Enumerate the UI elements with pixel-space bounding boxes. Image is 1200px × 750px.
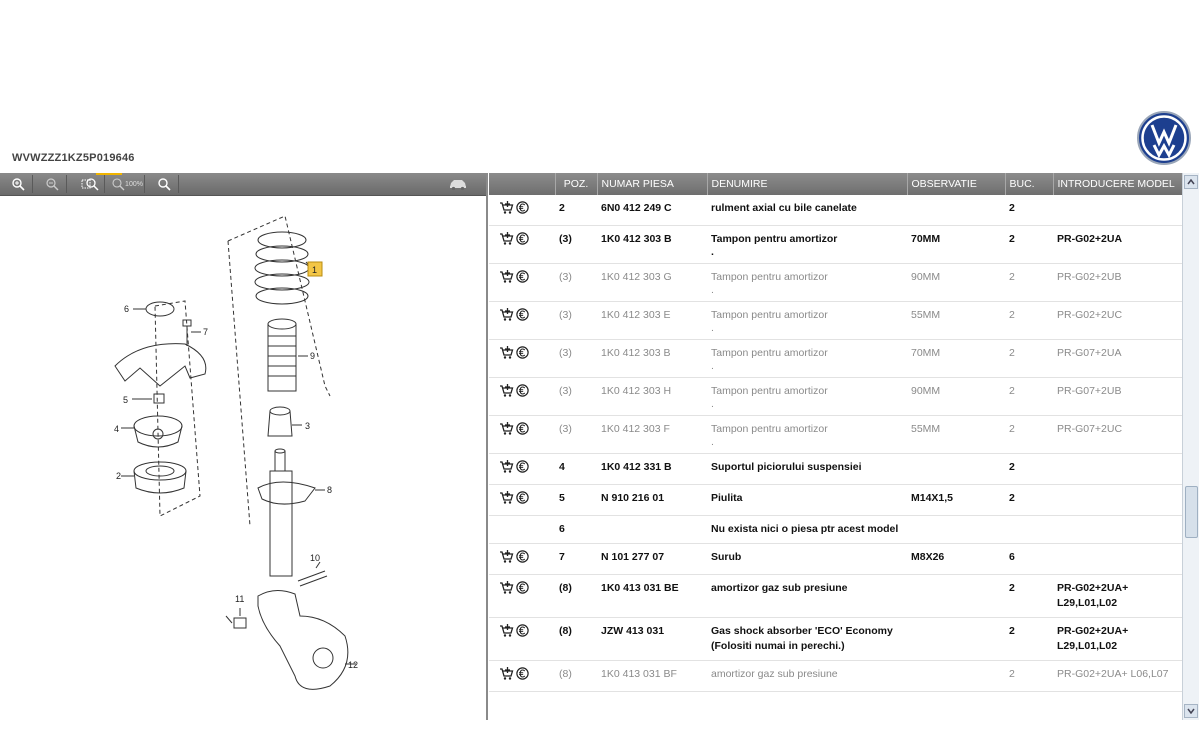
cell-model	[1053, 485, 1182, 516]
cart-cell	[489, 264, 555, 302]
cell-observation	[907, 575, 1005, 618]
cell-description: Suportul piciorului suspensiei	[707, 454, 907, 485]
row-dot: .	[711, 284, 714, 296]
cell-part-number: 1K0 412 331 B	[597, 454, 707, 485]
callout-1[interactable]: 1	[312, 265, 318, 275]
cell-model: PR-G07+2UA	[1053, 340, 1182, 378]
table-row[interactable]	[489, 302, 1182, 340]
table-scrollbar[interactable]	[1182, 173, 1199, 720]
row-dot: .	[711, 322, 714, 334]
cell-model: PR-G07+2UB	[1053, 378, 1182, 416]
table-row[interactable]	[489, 226, 1182, 264]
cart-cell	[489, 416, 555, 454]
cart-cell	[489, 378, 555, 416]
cell-model	[1053, 516, 1182, 544]
cell-quantity	[1005, 516, 1053, 544]
callout-9[interactable]: 9	[310, 351, 316, 361]
add-to-cart-icon[interactable]	[499, 460, 514, 473]
cell-observation	[907, 195, 1005, 226]
cell-observation: 55MM	[907, 302, 1005, 340]
callout-12[interactable]: 12	[348, 660, 359, 670]
cart-cell	[489, 485, 555, 516]
search-icon[interactable]	[150, 175, 179, 193]
add-to-cart-icon[interactable]	[499, 384, 514, 397]
cell-quantity: 2	[1005, 340, 1053, 378]
cell-quantity: 2	[1005, 378, 1053, 416]
callout-5[interactable]: 5	[123, 395, 129, 405]
callout-8[interactable]: 8	[327, 485, 333, 495]
cell-observation: M14X1,5	[907, 485, 1005, 516]
price-euro-icon[interactable]	[516, 346, 529, 359]
cell-part-number: JZW 413 031	[597, 618, 707, 661]
cell-part-number: 1K0 412 303 F	[597, 416, 707, 454]
price-euro-icon[interactable]	[516, 491, 529, 504]
table-row[interactable]	[489, 264, 1182, 302]
col-observatie-header[interactable]: OBSERVATIE	[907, 173, 1005, 195]
cell-quantity: 2	[1005, 661, 1053, 692]
table-row[interactable]	[489, 661, 1182, 692]
cell-model: PR-G02+2UC	[1053, 302, 1182, 340]
row-dot: .	[711, 246, 714, 258]
cell-quantity: 2	[1005, 485, 1053, 516]
table-row[interactable]	[489, 575, 1182, 618]
zoom-100-icon[interactable]	[110, 175, 145, 193]
cell-poz: (3)	[555, 378, 597, 416]
add-to-cart-icon[interactable]	[499, 422, 514, 435]
table-row[interactable]	[489, 378, 1182, 416]
cell-description: Tampon pentru amortizor .	[707, 340, 907, 378]
add-to-cart-icon[interactable]	[499, 581, 514, 594]
cell-part-number: 1K0 412 303 H	[597, 378, 707, 416]
cell-model: PR-G02+2UB	[1053, 264, 1182, 302]
col-cart-header	[489, 173, 555, 195]
cell-observation	[907, 618, 1005, 661]
zoom-level-label: 100%	[125, 180, 143, 188]
cell-description: Tampon pentru amortizor .	[707, 302, 907, 340]
scroll-thumb[interactable]	[1185, 486, 1198, 538]
col-introducere-header[interactable]: INTRODUCERE MODEL	[1053, 173, 1182, 195]
table-row[interactable]	[489, 485, 1182, 516]
cart-cell	[489, 544, 555, 575]
table-row[interactable]	[489, 618, 1182, 661]
cell-model	[1053, 544, 1182, 575]
cell-poz: (3)	[555, 226, 597, 264]
cell-description: amortizor gaz sub presiune	[707, 575, 907, 618]
cell-poz: (3)	[555, 302, 597, 340]
cell-description: Nu exista nici o piesa ptr acest model	[707, 516, 907, 544]
cell-quantity: 2	[1005, 416, 1053, 454]
cell-part-number: 1K0 412 303 G	[597, 264, 707, 302]
add-to-cart-icon[interactable]	[499, 624, 514, 637]
table-row[interactable]	[489, 340, 1182, 378]
cell-description: Tampon pentru amortizor .	[707, 226, 907, 264]
pane-splitter[interactable]	[486, 173, 488, 720]
add-to-cart-icon[interactable]	[499, 667, 514, 680]
cell-poz: (3)	[555, 416, 597, 454]
cell-poz: 6	[555, 516, 597, 544]
vin-label: WVWZZZ1KZ5P019646	[12, 152, 135, 164]
zoom-out-icon[interactable]	[38, 175, 67, 193]
cart-cell	[489, 195, 555, 226]
row-dot: .	[711, 398, 714, 410]
cell-part-number: 6N0 412 249 C	[597, 195, 707, 226]
cell-poz: (3)	[555, 264, 597, 302]
cell-model: PR-G02+2UA+ L06,L07	[1053, 661, 1182, 692]
cell-poz: 5	[555, 485, 597, 516]
cell-description: rulment axial cu bile canelate	[707, 195, 907, 226]
cart-cell	[489, 661, 555, 692]
cell-observation: 90MM	[907, 264, 1005, 302]
price-euro-icon[interactable]	[516, 460, 529, 473]
cart-cell	[489, 454, 555, 485]
cell-poz: 7	[555, 544, 597, 575]
cell-observation	[907, 454, 1005, 485]
diagram-toolbar	[0, 173, 486, 196]
cart-cell	[489, 618, 555, 661]
cell-description: Piulita	[707, 485, 907, 516]
callout-2[interactable]: 2	[116, 471, 122, 481]
cell-part-number: N 101 277 07	[597, 544, 707, 575]
col-buc-header[interactable]: BUC.	[1005, 173, 1053, 195]
col-numar-header[interactable]: NUMAR PIESA	[597, 173, 707, 195]
callout-10[interactable]: 10	[310, 553, 321, 563]
cell-observation: 70MM	[907, 226, 1005, 264]
cell-observation	[907, 516, 1005, 544]
row-dot: .	[711, 360, 714, 372]
cell-model: PR-G02+2UA	[1053, 226, 1182, 264]
price-euro-icon[interactable]	[516, 308, 529, 321]
cell-poz: (8)	[555, 618, 597, 661]
price-euro-icon[interactable]	[516, 624, 529, 637]
cell-quantity: 2	[1005, 302, 1053, 340]
price-euro-icon[interactable]	[516, 201, 529, 214]
add-to-cart-icon[interactable]	[499, 308, 514, 321]
cell-poz: 4	[555, 454, 597, 485]
cart-cell	[489, 340, 555, 378]
callout-7[interactable]: 7	[203, 327, 209, 337]
cart-cell	[489, 302, 555, 340]
cell-part-number	[597, 516, 707, 544]
callout-6[interactable]: 6	[124, 304, 130, 314]
callout-3[interactable]: 3	[305, 421, 311, 431]
col-denumire-header[interactable]: DENUMIRE	[707, 173, 907, 195]
row-dot: .	[711, 436, 714, 448]
callout-11[interactable]: 11	[235, 594, 245, 604]
cell-part-number: 1K0 412 303 E	[597, 302, 707, 340]
price-euro-icon[interactable]	[516, 422, 529, 435]
scroll-down-icon[interactable]	[1184, 704, 1198, 718]
cell-part-number: 1K0 413 031 BE	[597, 575, 707, 618]
cell-description: Tampon pentru amortizor .	[707, 264, 907, 302]
zoom-region-icon[interactable]	[76, 175, 105, 193]
cell-observation	[907, 661, 1005, 692]
cart-cell	[489, 575, 555, 618]
cart-cell	[489, 226, 555, 264]
zoom-in-icon[interactable]	[4, 175, 33, 193]
cell-part-number: 1K0 413 031 BF	[597, 661, 707, 692]
add-to-cart-icon[interactable]	[499, 201, 514, 214]
price-euro-icon[interactable]	[516, 550, 529, 563]
add-to-cart-icon[interactable]	[499, 550, 514, 563]
cell-quantity: 2	[1005, 264, 1053, 302]
price-euro-icon[interactable]	[516, 270, 529, 283]
table-row[interactable]	[489, 516, 1182, 544]
volkswagen-logo	[1136, 110, 1192, 166]
cell-description: Tampon pentru amortizor .	[707, 378, 907, 416]
cell-model: PR-G02+2UA+ L29,L01,L02	[1053, 575, 1182, 618]
add-to-cart-icon[interactable]	[499, 270, 514, 283]
cell-quantity: 2	[1005, 454, 1053, 485]
cell-observation: 55MM	[907, 416, 1005, 454]
cart-cell	[489, 516, 555, 544]
cell-model	[1053, 195, 1182, 226]
cell-part-number: 1K0 412 303 B	[597, 340, 707, 378]
price-euro-icon[interactable]	[516, 232, 529, 245]
cell-poz: 2	[555, 195, 597, 226]
callout-4[interactable]: 4	[114, 424, 120, 434]
car-icon[interactable]	[444, 175, 472, 193]
add-to-cart-icon[interactable]	[499, 491, 514, 504]
table-row[interactable]	[489, 454, 1182, 485]
add-to-cart-icon[interactable]	[499, 232, 514, 245]
cell-observation: M8X26	[907, 544, 1005, 575]
cell-quantity: 6	[1005, 544, 1053, 575]
cell-poz: (8)	[555, 575, 597, 618]
cell-observation: 90MM	[907, 378, 1005, 416]
cell-quantity: 2	[1005, 226, 1053, 264]
cell-model: PR-G07+2UC	[1053, 416, 1182, 454]
cell-description: amortizor gaz sub presiune	[707, 661, 907, 692]
cell-model: PR-G02+2UA+ L29,L01,L02	[1053, 618, 1182, 661]
cell-part-number: 1K0 412 303 B	[597, 226, 707, 264]
cell-observation: 70MM	[907, 340, 1005, 378]
table-row[interactable]	[489, 544, 1182, 575]
cell-poz: (8)	[555, 661, 597, 692]
cell-model	[1053, 454, 1182, 485]
cell-description: Surub	[707, 544, 907, 575]
cell-quantity: 2	[1005, 575, 1053, 618]
cell-quantity: 2	[1005, 618, 1053, 661]
cell-description: Tampon pentru amortizor .	[707, 416, 907, 454]
cell-part-number: N 910 216 01	[597, 485, 707, 516]
cell-poz: (3)	[555, 340, 597, 378]
price-euro-icon[interactable]	[516, 667, 529, 680]
parts-diagram[interactable]	[0, 196, 486, 720]
add-to-cart-icon[interactable]	[499, 346, 514, 359]
parts-table	[489, 173, 1182, 720]
scroll-up-icon[interactable]	[1184, 175, 1198, 189]
table-row[interactable]	[489, 195, 1182, 226]
table-row[interactable]	[489, 416, 1182, 454]
col-poz-header[interactable]: POZ.	[555, 173, 597, 195]
price-euro-icon[interactable]	[516, 581, 529, 594]
price-euro-icon[interactable]	[516, 384, 529, 397]
cell-quantity: 2	[1005, 195, 1053, 226]
cell-description: Gas shock absorber 'ECO' Economy (Folositi numai in perechi.)	[707, 618, 907, 661]
